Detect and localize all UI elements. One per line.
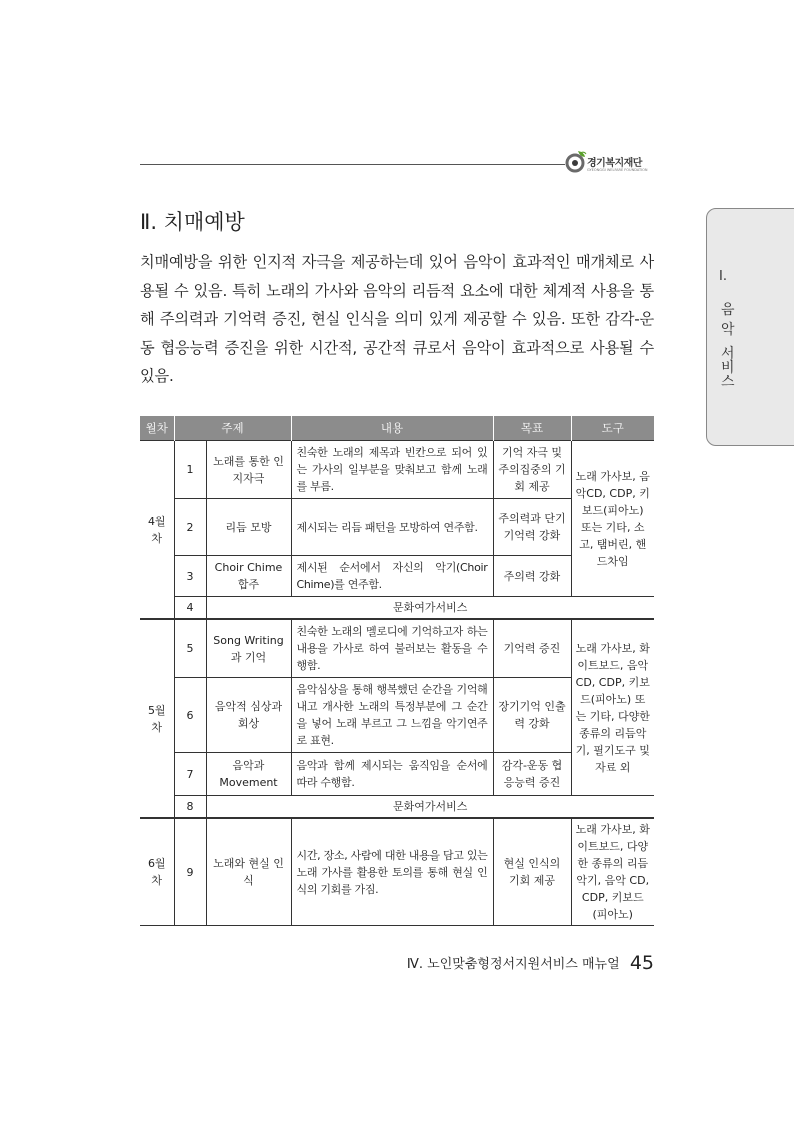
- page-number: 45: [629, 952, 654, 974]
- side-tab-char: 스: [721, 374, 735, 390]
- session-tools: 노래 가사보, 화이트보드, 음악CD, CDP, 키보드(피아노) 또는 기타, 다양한 종류의 리듬악기, 필기도구 및 자료 외: [571, 619, 654, 796]
- session-topic: 음악과 Movement: [206, 753, 291, 796]
- session-topic: 노래와 현실 인식: [206, 818, 291, 926]
- table-row: [140, 441, 654, 499]
- session-goal: 장기기억 인출력 강화: [493, 678, 571, 753]
- session-number: 8: [174, 796, 206, 819]
- table-header-row: [140, 416, 654, 441]
- side-tab-numeral: Ⅰ.: [719, 269, 727, 284]
- session-goal: 주의력 강화: [493, 556, 571, 597]
- foundation-logo-icon: [565, 150, 587, 174]
- session-goal: 감각-운동 협응능력 증진: [493, 753, 571, 796]
- side-tab-char: 악: [721, 322, 735, 338]
- table-row: [140, 796, 654, 819]
- session-number: 2: [174, 499, 206, 556]
- month-label: 5월차: [140, 619, 174, 818]
- session-number: 7: [174, 753, 206, 796]
- session-number: 3: [174, 556, 206, 597]
- header-topic: 주제: [174, 416, 291, 441]
- side-tab-char: 서: [721, 346, 735, 362]
- section-title: Ⅱ. 치매예방: [140, 210, 245, 234]
- session-topic: 리듬 모방: [206, 499, 291, 556]
- session-content: 음악과 함께 제시되는 움직임을 순서에 따라 수행함.: [291, 753, 493, 796]
- session-goal: 기억 자극 및 주의집중의 기회 제공: [493, 441, 571, 499]
- side-tab-char: 비: [721, 360, 735, 376]
- month-label: 6월차: [140, 818, 174, 926]
- table-row: [140, 818, 654, 926]
- header-goal: 목표: [493, 416, 571, 441]
- session-topic: Choir Chime 합주: [206, 556, 291, 597]
- session-number: 5: [174, 619, 206, 678]
- header-content: 내용: [291, 416, 493, 441]
- session-goal: 주의력과 단기기억력 강화: [493, 499, 571, 556]
- program-table: [140, 416, 654, 926]
- side-tab-char: 음: [721, 302, 735, 318]
- intro-paragraph: 치매예방을 위한 인지적 자극을 제공하는데 있어 음악이 효과적인 매개체로 사용될 수 있음. 특히 노래의 가사와 음악의 리듬적 요소에 대한 체계적 사용을 통해 주의력과 기억력 증진, 현실 인식을 의미 있게 제공할 수 있음. 또한 감각-운동 협응능력 증진을 위한 시간적, 공간적 큐로서 음악이 효과적으로 사용될 수 있음.: [140, 253, 654, 385]
- session-topic: Song Writing과 기억: [206, 619, 291, 678]
- header-month: 월차: [140, 416, 174, 441]
- table-row: [140, 597, 654, 620]
- header-rule: [140, 164, 565, 165]
- foundation-logo: [565, 150, 665, 178]
- session-number: 9: [174, 818, 206, 926]
- session-tools: 노래 가사보, 음악CD, CDP, 키보드(피아노) 또는 기타, 소고, 탬버린, 핸드차임: [571, 441, 654, 597]
- logo-name: 경기복지재단: [587, 158, 642, 169]
- side-chapter-tab: [706, 208, 794, 446]
- session-number: 4: [174, 597, 206, 620]
- session-number: 6: [174, 678, 206, 753]
- logo-subtitle: GYEONGGI WELFARE FOUNDATION: [587, 168, 648, 172]
- session-content: 친숙한 노래의 멜로디에 기억하고자 하는 내용을 가사로 하여 불러보는 활동을 수행함.: [291, 619, 493, 678]
- session-number: 1: [174, 441, 206, 499]
- table-row: [140, 619, 654, 678]
- session-content: 친숙한 노래의 제목과 빈칸으로 되어 있는 가사의 일부분을 맞춰보고 함께 노래를 부름.: [291, 441, 493, 499]
- month-label: 4월차: [140, 441, 174, 620]
- session-extra: 문화여가서비스: [206, 597, 654, 620]
- session-topic: 음악적 심상과 회상: [206, 678, 291, 753]
- session-content: 제시되는 리듬 패턴을 모방하여 연주함.: [291, 499, 493, 556]
- session-goal: 기억력 증진: [493, 619, 571, 678]
- footer-title: Ⅳ. 노인맞춤형정서지원서비스 매뉴얼: [406, 957, 620, 972]
- session-topic: 노래를 통한 인지자극: [206, 441, 291, 499]
- session-content: 음악심상을 통해 행복했던 순간을 기억해내고 개사한 노래의 특정부분에 그 순간을 넣어 노래 부르고 그 느낌을 악기연주로 표현.: [291, 678, 493, 753]
- session-extra: 문화여가서비스: [206, 796, 654, 819]
- session-goal: 현실 인식의 기회 제공: [493, 818, 571, 926]
- header-tools: 도구: [571, 416, 654, 441]
- session-content: 제시된 순서에서 자신의 악기(Choir Chime)를 연주함.: [291, 556, 493, 597]
- session-content: 시간, 장소, 사람에 대한 내용을 담고 있는 노래 가사를 활용한 토의를 통해 현실 인식의 기회를 가짐.: [291, 818, 493, 926]
- page-footer: [407, 952, 654, 974]
- session-tools: 노래 가사보, 화이트보드, 다양한 종류의 리듬악기, 음악 CD, CDP, 키보드(피아노): [571, 818, 654, 926]
